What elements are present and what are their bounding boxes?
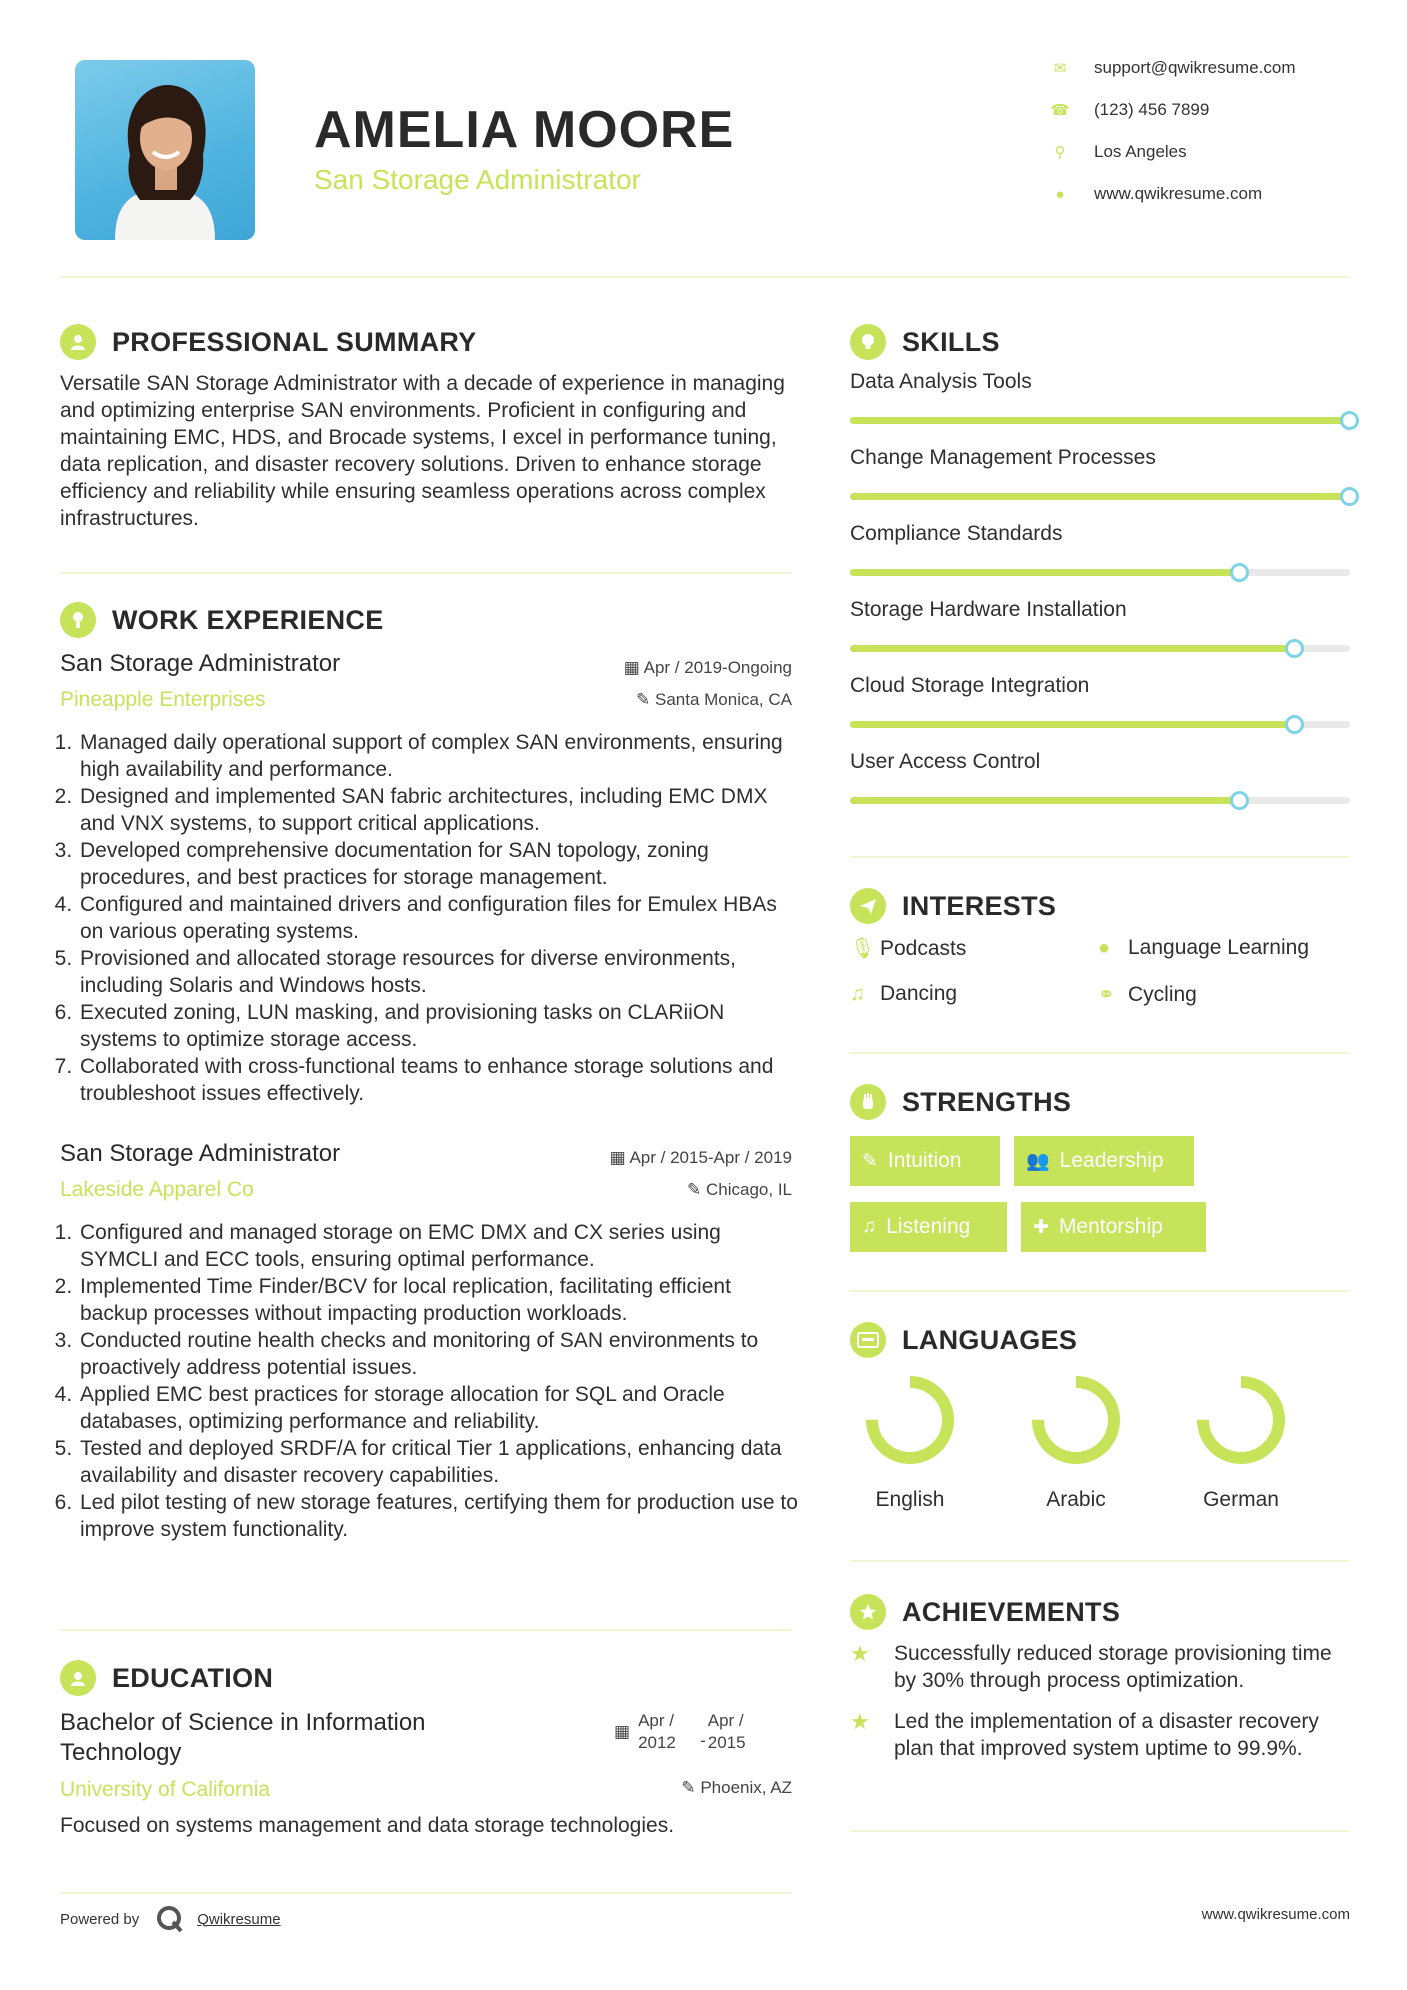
magic-wand-icon: ✎ (862, 1150, 878, 1172)
achievements-section-title (850, 1594, 1120, 1630)
calendar-icon: ▦ (623, 658, 640, 677)
summary-text: Versatile SAN Storage Administrator with a decade of experience in managing and optimizing enterprise SAN environments. Proficient in configuring and maintaining EMC, HDS, and Brocade systems, I excel in performance tuning, data replication, and disaster recovery solutions. Driven to enhance storage efficiency and reliability while ensuring seamless operations across complex infrastructures. (60, 372, 785, 530)
achievement-text: Led the implementation of a disaster recovery plan that improved system uptime to 99.9%. (894, 1710, 1319, 1760)
language-label: Arabic (1046, 1488, 1106, 1511)
globe-icon: ● (1055, 185, 1065, 203)
experience-title: WORK EXPERIENCE (112, 604, 384, 635)
language-ring (860, 1370, 960, 1470)
achievement-text: Successfully reduced storage provisioning time by 30% through process optimization. (894, 1642, 1332, 1692)
contact-phone-text: (123) 456 7899 (1094, 100, 1210, 119)
job-2-date (560, 1148, 792, 1168)
header-divider (60, 276, 1350, 278)
job-2-title: San Storage Administrator (60, 1140, 341, 1167)
achievements-divider (850, 1830, 1350, 1832)
list-item: 1. Configured and managed storage on EMC DMX and CX series using SYMCLI and ECC tools, ensuring optimal performance. (78, 1219, 800, 1273)
headphones-icon: ♫ (862, 1216, 877, 1237)
star-badge-icon (850, 1594, 886, 1630)
globe-icon: ● (1098, 936, 1111, 959)
skill-level-knob (1230, 563, 1249, 582)
bicycle-icon: ⚭ (1098, 984, 1115, 1006)
experience-section-title (60, 602, 384, 638)
job-2-company: Lakeside Apparel Co (60, 1178, 254, 1201)
education-date-end: Apr / 2015 (707, 1711, 746, 1752)
contact-email[interactable] (1050, 58, 1296, 78)
strengths-title: STRENGTHS (902, 1086, 1072, 1117)
list-item: 1. Managed daily operational support of complex SAN environments, ensuring high availability and performance. (78, 729, 800, 783)
map-pin-icon: ⚲ (1054, 144, 1066, 161)
education-date-separator: - (700, 1731, 706, 1750)
briefcase-icon (60, 602, 96, 638)
job-1-title: San Storage Administrator (60, 650, 341, 677)
skill-label: User Access Control (850, 750, 1041, 773)
skill-label: Data Analysis Tools (850, 370, 1032, 393)
skill-bar-track (850, 721, 1350, 728)
skill-level-knob (1230, 791, 1249, 810)
interest-podcasts (850, 936, 966, 961)
paper-plane-icon (850, 888, 886, 924)
envelope-icon: ✉ (1053, 60, 1067, 77)
interests-section-title (850, 888, 1056, 924)
education-divider (60, 1892, 792, 1894)
language-label: German (1203, 1488, 1279, 1511)
education-description: Focused on systems management and data storage technologies. (60, 1814, 675, 1837)
education-location-text: Phoenix, AZ (700, 1778, 792, 1797)
interest-label: Language Learning (1128, 936, 1310, 959)
interest-language-learning (1098, 936, 1309, 960)
user-plus-icon: ✚ (1033, 1216, 1049, 1238)
skills-section-title (850, 324, 1000, 360)
music-note-icon: ♫ (850, 982, 865, 1005)
education-date-start: Apr / 2012 (638, 1711, 676, 1752)
strength-leadership (1014, 1136, 1194, 1186)
list-item: 2. Designed and implemented SAN fabric architectures, including EMC DMX and VNX systems, to support critical applications. (78, 783, 800, 837)
contact-location-text: Los Angeles (1094, 142, 1187, 161)
candidate-name: AMELIA MOORE (314, 101, 735, 159)
profile-photo-illustration (75, 60, 255, 240)
powered-by-label: Powered by (60, 1910, 140, 1928)
strength-mentorship (1021, 1202, 1206, 1252)
interest-label: Podcasts (880, 936, 967, 960)
candidate-role: San Storage Administrator (314, 164, 641, 195)
strength-intuition (850, 1136, 1000, 1186)
skill-bar-fill (850, 417, 1350, 424)
job-1-company: Pineapple Enterprises (60, 688, 266, 711)
education-degree (60, 1708, 500, 1768)
education-degree-line-1: Bachelor of Science in Information (60, 1709, 426, 1736)
lightbulb-icon (850, 324, 886, 360)
strength-label: Intuition (887, 1149, 962, 1172)
job-2-duties (60, 1219, 800, 1543)
qwikresume-link[interactable]: Qwikresume (197, 1910, 281, 1928)
footer-powered-by (60, 1904, 281, 1934)
interest-dancing (850, 982, 957, 1006)
pin-icon: ✎ (681, 1778, 696, 1797)
strengths-divider (850, 1290, 1350, 1292)
list-item: 3. Developed comprehensive documentation for SAN topology, zoning procedures, and best practices for storage management. (78, 837, 800, 891)
list-item: 4. Configured and maintained drivers and configuration files for Emulex HBAs on various operating systems. (78, 891, 800, 945)
user-icon (60, 324, 96, 360)
qwikresume-logo-icon (155, 1904, 185, 1934)
footer-url[interactable]: www.qwikresume.com (1201, 1906, 1350, 1923)
list-item: 6. Led pilot testing of new storage features, certifying them for production use to improve system functionality. (78, 1489, 800, 1543)
job-1-location (560, 690, 792, 710)
job-1-date (560, 658, 792, 678)
job-1-location-text: Santa Monica, CA (654, 690, 792, 709)
contact-email-text: support@qwikresume.com (1094, 58, 1296, 77)
contact-phone[interactable] (1050, 100, 1209, 120)
languages-divider (850, 1560, 1350, 1562)
profile-photo (75, 60, 255, 240)
star-icon: ★ (850, 1709, 870, 1734)
star-icon: ★ (850, 1641, 870, 1666)
interest-label: Dancing (880, 982, 958, 1005)
pin-icon: ✎ (687, 1180, 702, 1199)
strength-label: Mentorship (1058, 1215, 1163, 1238)
skill-bar-track (850, 645, 1350, 652)
language-ring (1191, 1370, 1291, 1470)
job-2-date-text: Apr / 2015-Apr / 2019 (629, 1148, 792, 1167)
skill-bar-track (850, 797, 1350, 804)
job-2-location (560, 1180, 792, 1200)
summary-title: PROFESSIONAL SUMMARY (112, 326, 477, 357)
skill-label: Storage Hardware Installation (850, 598, 1127, 621)
strength-label: Listening (886, 1215, 971, 1238)
contact-location (1050, 142, 1187, 162)
strength-listening (850, 1202, 1007, 1252)
summary-section-title (60, 324, 477, 360)
skills-divider (850, 856, 1350, 858)
list-item: 6. Executed zoning, LUN masking, and provisioning tasks on CLARiiON systems to optimize storage access. (78, 999, 800, 1053)
education-school: University of California (60, 1778, 271, 1801)
list-item: 5. Tested and deployed SRDF/A for critical Tier 1 applications, enhancing data availability and disaster recovery capabilities. (78, 1435, 800, 1489)
skill-label: Compliance Standards (850, 522, 1063, 545)
skill-label: Change Management Processes (850, 446, 1156, 469)
users-icon: 👥 (1026, 1151, 1050, 1172)
education-dates (614, 1710, 758, 1754)
skill-bar-fill (850, 721, 1295, 728)
summary-divider (60, 572, 792, 574)
experience-divider (60, 1629, 792, 1631)
microphone-icon: 🎙 (850, 938, 876, 960)
education-location (560, 1778, 792, 1798)
skill-bar-fill (850, 569, 1240, 576)
interest-label: Cycling (1128, 982, 1197, 1006)
interest-cycling (1098, 982, 1197, 1007)
language-ring (1026, 1370, 1126, 1470)
phone-icon: ☎ (1050, 102, 1070, 119)
translate-icon (850, 1322, 886, 1358)
skill-level-knob (1285, 715, 1304, 734)
skill-bar-fill (850, 493, 1350, 500)
graduation-icon (60, 1660, 96, 1696)
languages-title: LANGUAGES (902, 1324, 1078, 1355)
skill-bar-track (850, 493, 1350, 500)
skill-bar-track (850, 417, 1350, 424)
education-section-title (60, 1660, 273, 1696)
skill-level-knob (1340, 487, 1359, 506)
skill-level-knob (1340, 411, 1359, 430)
achievement-item (850, 1708, 1350, 1762)
skills-title: SKILLS (902, 326, 1000, 357)
hand-icon (850, 1084, 886, 1120)
skill-label: Cloud Storage Integration (850, 674, 1090, 697)
job-1-duties (60, 729, 800, 1107)
education-degree-line-2: Technology (60, 1739, 182, 1766)
languages-section-title (850, 1322, 1077, 1358)
skill-level-knob (1285, 639, 1304, 658)
job-2-location-text: Chicago, IL (706, 1180, 792, 1199)
pin-icon: ✎ (636, 690, 651, 709)
strength-label: Leadership (1059, 1149, 1164, 1172)
contact-website-text: www.qwikresume.com (1094, 184, 1263, 203)
achievements-title: ACHIEVEMENTS (902, 1596, 1121, 1627)
skill-bar-track (850, 569, 1350, 576)
achievement-item (850, 1640, 1350, 1694)
calendar-icon: ▦ (609, 1148, 626, 1167)
calendar-icon: ▦ (614, 1722, 631, 1741)
skill-bar-fill (850, 645, 1295, 652)
list-item: 7. Collaborated with cross-functional teams to enhance storage solutions and troubleshoot issues effectively. (78, 1053, 800, 1107)
job-1-date-text: Apr / 2019-Ongoing (643, 658, 792, 677)
list-item: 4. Applied EMC best practices for storage allocation for SQL and Oracle databases, optimizing performance and reliability. (78, 1381, 800, 1435)
strengths-section-title (850, 1084, 1071, 1120)
education-title: EDUCATION (112, 1662, 274, 1693)
list-item: 5. Provisioned and allocated storage resources for diverse environments, including Solaris and Windows hosts. (78, 945, 800, 999)
contact-website[interactable] (1050, 184, 1262, 204)
language-label: English (875, 1488, 945, 1511)
interests-divider (850, 1052, 1350, 1054)
list-item: 2. Implemented Time Finder/BCV for local replication, facilitating efficient backup processes without impacting production workloads. (78, 1273, 800, 1327)
list-item: 3. Conducted routine health checks and monitoring of SAN environments to proactively address potential issues. (78, 1327, 800, 1381)
interests-title: INTERESTS (902, 890, 1057, 921)
skill-bar-fill (850, 797, 1240, 804)
